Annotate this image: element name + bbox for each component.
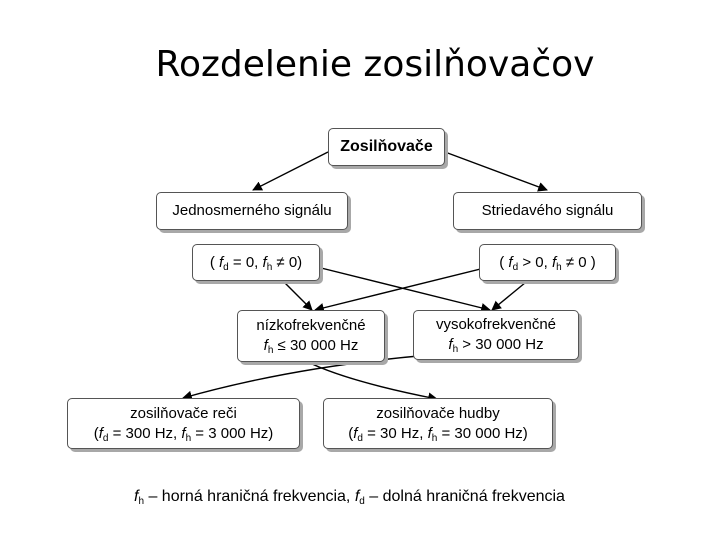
root-node-amplifiers: Zosilňovače bbox=[328, 128, 445, 166]
node-high-frequency: vysokofrekvenčné $f_h > 30$ 000 Hz bbox=[413, 310, 579, 360]
arrow-root-to-ac bbox=[445, 152, 547, 190]
node-speech-amplifiers: zosilňovače reči ($f_d = 300$ Hz, $f_h = 3$ 000 Hz) bbox=[67, 398, 300, 449]
legend-footnote: $f_h$ – horná hraničná frekvencia, $f_d$ – dolná hraničná frekvencia bbox=[134, 488, 565, 507]
node-ac-signal: Striedavého signálu bbox=[453, 192, 642, 230]
page-title: Rozdelenie zosilňovačov bbox=[155, 44, 595, 85]
arrow-freq-to-music bbox=[300, 358, 437, 399]
arrow-dc-to-high bbox=[305, 264, 490, 310]
node-dc-condition: ( $f_d = 0$, $f_h \ne 0$) bbox=[192, 244, 320, 281]
arrow-root-to-dc bbox=[253, 152, 328, 190]
node-dc-signal: Jednosmerného signálu bbox=[156, 192, 348, 230]
node-ac-condition: ( $f_d > 0$, $f_h \ne 0$ ) bbox=[479, 244, 616, 281]
node-music-amplifiers: zosilňovače hudby ($f_d = 30$ Hz, $f_h = 30$ 000 Hz) bbox=[323, 398, 553, 449]
node-low-frequency: nízkofrekvenčné $f_h \le 30$ 000 Hz bbox=[237, 310, 385, 362]
